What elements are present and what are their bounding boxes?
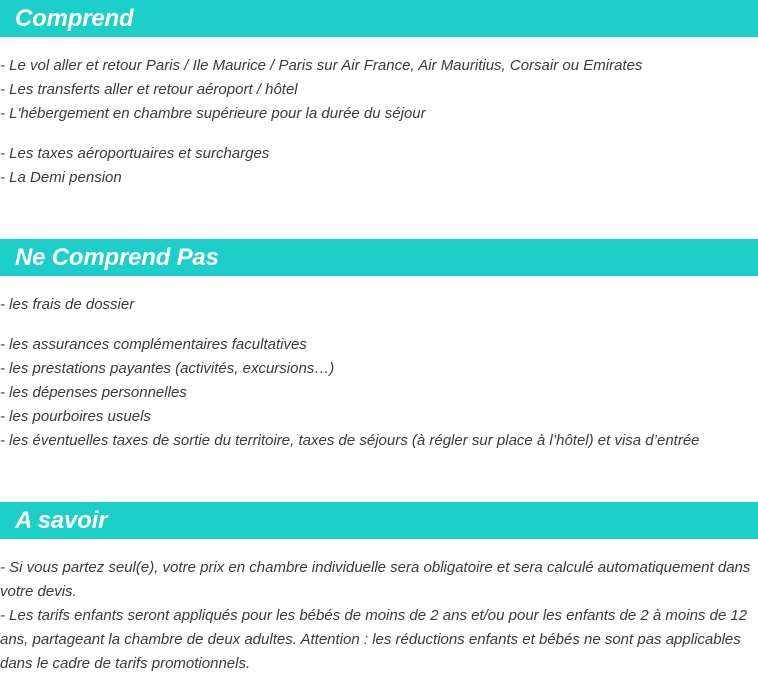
list-item: - les prestations payantes (activités, excursions…) bbox=[0, 360, 335, 377]
a-savoir-paragraph: - Si vous partez seul(e), votre prix en chambre individuelle sera obligatoire et sera calculé automatiquement dans votre devis. bbox=[0, 559, 751, 600]
a-savoir-title: A savoir bbox=[15, 507, 108, 534]
ne-comprend-pas-title: Ne Comprend Pas bbox=[15, 244, 219, 271]
list-item: - les dépenses personnelles bbox=[0, 384, 187, 401]
list-item: - les éventuelles taxes de sortie du territoire, taxes de séjours (à régler sur place à l’hôtel) et visa d’entrée bbox=[0, 432, 700, 449]
list-item: - les frais de dossier bbox=[0, 296, 135, 313]
a-savoir-paragraph: - Les tarifs enfants seront appliqués pour les bébés de moins de 2 ans et/ou pour les enfants de 2 à moins de 12 ans, partageant la chambre de deux adultes. Attention : les réductions enfants et bébés ne sont pas applicables dans le cadre de tarifs promotionnels. bbox=[0, 607, 748, 672]
a-savoir-header bbox=[0, 502, 758, 539]
comprend-header bbox=[0, 0, 758, 37]
a-savoir-body bbox=[0, 556, 752, 676]
ne-comprend-pas-header bbox=[0, 239, 758, 276]
comprend-list bbox=[0, 54, 758, 190]
list-item: - les pourboires usuels bbox=[0, 408, 151, 425]
list-item: - Le vol aller et retour Paris / Ile Maurice / Paris sur Air France, Air Mauritius, Corsair ou Emirates bbox=[0, 57, 643, 74]
ne-comprend-pas-list bbox=[0, 293, 758, 453]
comprend-title: Comprend bbox=[15, 5, 134, 32]
list-item: - Les taxes aéroportuaires et surcharges bbox=[0, 145, 270, 162]
list-item: - Les transferts aller et retour aéroport / hôtel bbox=[0, 81, 298, 98]
list-item: - les assurances complémentaires facultatives bbox=[0, 336, 307, 353]
list-item: - La Demi pension bbox=[0, 169, 122, 186]
list-item: - L'hébergement en chambre supérieure pour la durée du séjour bbox=[0, 105, 426, 122]
